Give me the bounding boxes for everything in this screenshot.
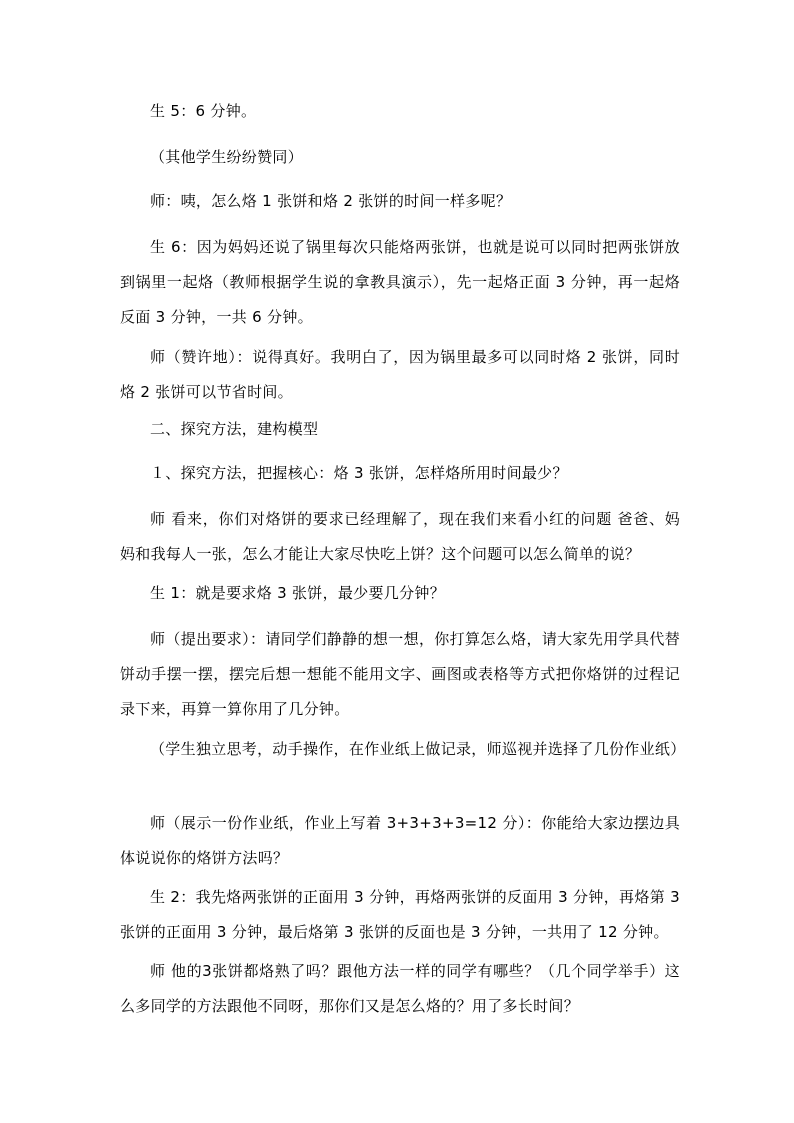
paragraph-1: 生 5：6 分钟。: [150, 102, 257, 120]
paragraph-8: 师 看来，你们对烙饼的要求已经理解了，现在我们来看小红的问题 爸爸、妈妈和我每人一张，怎么才能让大家尽快吃上饼？这个问题可以怎么简单的说？: [120, 510, 680, 563]
paragraph-10: 师（提出要求）：请同学们静静的想一想，你打算怎么烙，请大家先用学具代替饼动手摆一摆，摆完后想一想能不能用文字、画图或表格等方式把你烙饼的过程记录下来，再算一算你用了几分钟。: [120, 630, 680, 718]
paragraph-12: 师（展示一份作业纸，作业上写着 3+3+3+3=12 分）：你能给大家边摆边具体说说你的烙饼方法吗？: [120, 814, 680, 867]
section-heading: 二、探究方法，建构模型: [150, 420, 319, 438]
paragraph-7: １、探究方法，把握核心：烙 3 张饼，怎样烙所用时间最少？: [150, 464, 568, 482]
paragraph-13: 生 2：我先烙两张饼的正面用 3 分钟，再烙两张饼的反面用 3 分钟，再烙第 3 张饼的正面用 3 分钟，最后烙第 3 张饼的反面也是 3 分钟，一共用了 12 分钟。: [120, 888, 680, 941]
paragraph-11: （学生独立思考，动手操作，在作业纸上做记录，师巡视并选择了几份作业纸）: [150, 740, 686, 758]
paragraph-14: 师 他的3张饼都烙熟了吗？跟他方法一样的同学有哪些？（几个同学举手）这么多同学的方法跟他不同呀，那你们又是怎么烙的？用了多长时间？: [120, 962, 680, 1015]
paragraph-5: 师（赞许地）：说得真好。我明白了，因为锅里最多可以同时烙 2 张饼，同时烙 2 张饼可以节省时间。: [120, 348, 680, 401]
paragraph-3: 师：咦，怎么烙 1 张饼和烙 2 张饼的时间一样多呢？: [150, 192, 512, 210]
paragraph-9: 生 1：就是要求烙 3 张饼，最少要几分钟？: [150, 584, 445, 602]
paragraph-2: （其他学生纷纷赞同）: [150, 148, 304, 166]
paragraph-4: 生 6：因为妈妈还说了锅里每次只能烙两张饼，也就是说可以同时把两张饼放到锅里一起烙（教师根据学生说的拿教具演示），先一起烙正面 3 分钟，再一起烙反面 3 分钟，一共 6 分钟。: [120, 238, 680, 326]
